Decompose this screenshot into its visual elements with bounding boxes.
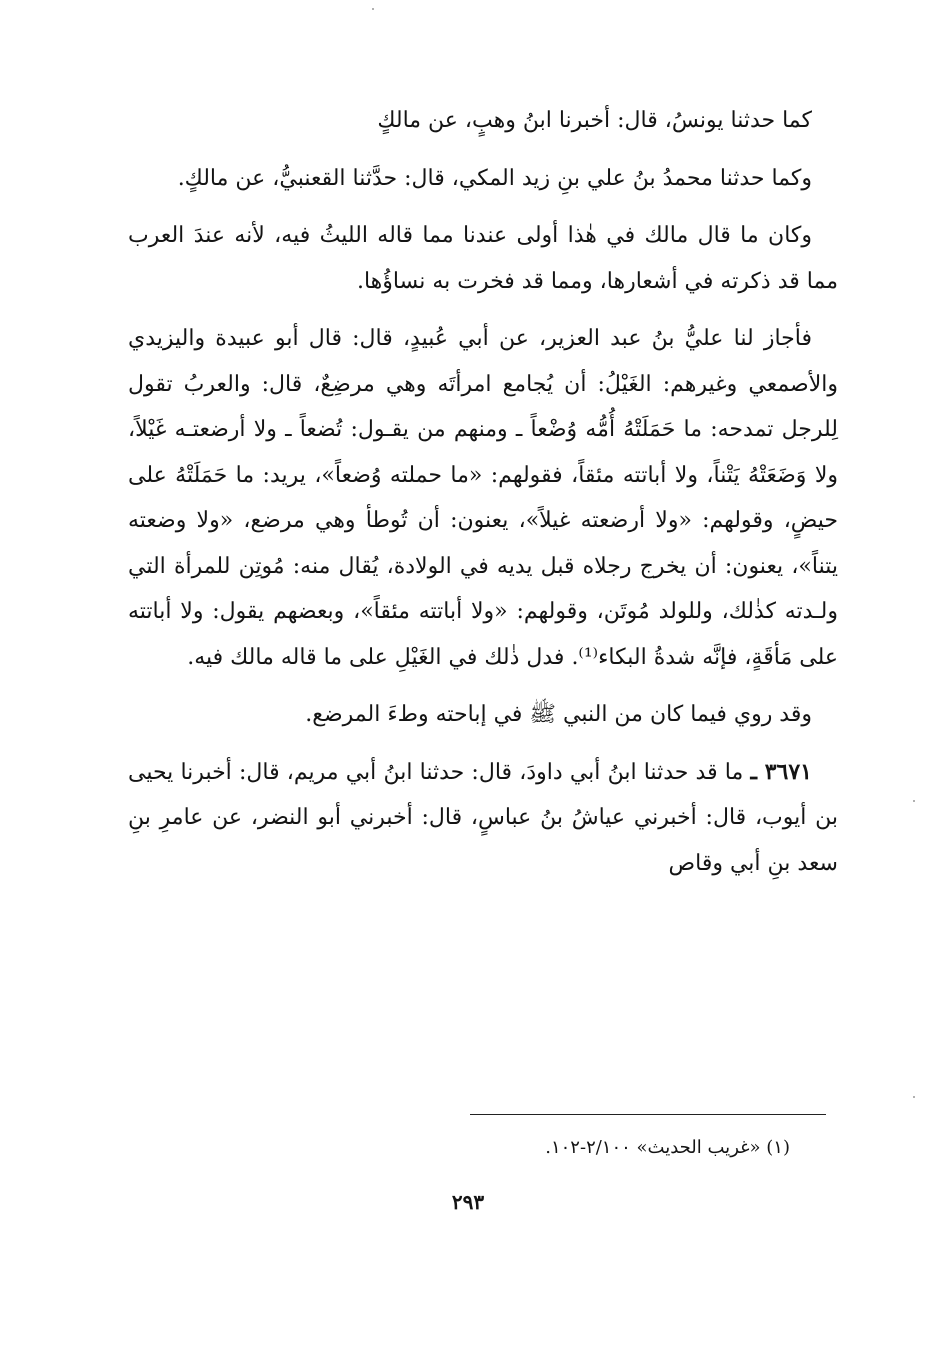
hadith-number: ٣٦٧١ ـ: [750, 758, 812, 785]
page-number: ٢٩٣: [451, 1190, 485, 1214]
footnote-divider: [470, 1114, 826, 1115]
scan-speck: [913, 800, 915, 802]
paragraph-1: كما حدثنا يونسُ، قال: أخبرنا ابنُ وهبٍ، عن مالكٍ: [377, 108, 812, 133]
paragraph-2: وكما حدثنا محمدُ بنُ علي بنِ زيد المكي، قال: حدَّثنا القعنبيُّ، عن مالكٍ.: [177, 165, 812, 191]
paragraph-4: فأجاز لنا عليُّ بنُ عبد العزير، عن أبي عُبيدٍ، قال: قال أبو عبيدة واليزيدي والأصمعي وغيرهم: الغَيْلُ: أن يُجامع امرأتَه وهي مرضِعٌ، قال: والعربُ تقول لِلرجل تمدحه: ما حَمَلَتْهُ أُمُّه وُضْعاً ـ ومنهم من يقـول: تُضعاً ـ ولا أرضعتـه غَيْلاً، ولا وَضَعَتْهُ يَتْناً، ولا أباتته مئقاً، فقولهم: «ما حملته وُضعاً»، يريد: ما حَمَلَتْهُ على حيضٍ، وقولهم: «ولا أرضعته غيلاً»، يعنون: أن تُوطأ وهي مرضع، «ولا وضعته يتناً»، يعنون: أن يخرج رجلاه قبل يديه في الولادة، يُقال منه: مُوتِن للمرأة التي ولـدته كذٰلك، وللولد مُوتَن، وقولهم: «ولا أباتته مئقاً»، وبعضهم يقول: ولا أباتته على مَأقَةٍ، فإنَّه شدةُ البكاء⁽¹⁾. فدل ذٰلك في الغَيْلِ على ما قاله مالك فيه.: [128, 326, 839, 670]
paragraph-3: وكان ما قال مالك في هٰذا أولى عندنا مما قاله الليثُ فيه، لأنه عندَ العرب مما قد ذكرته في أشعارها، ومما قد فخرت به نساؤُها.: [128, 223, 838, 294]
main-text: [128, 98, 838, 898]
hadith-paragraph: [128, 750, 838, 887]
footnote: (١) «غريب الحديث» ٢/١٠٠-١٠٢.: [545, 1137, 790, 1158]
paragraph-5: وقد روي فيما كان من النبي ﷺ في إباحته وطءَ المرضع.: [305, 702, 812, 727]
hadith-text: ما قد حدثنا ابنُ أبي داودَ، قال: حدثنا ابنُ أبي مريم، قال: أخبرنا يحيى بن أيوب، قال: أخبرني عياشُ بنُ عباسٍ، قال: أخبرني أبو النضر، عن عامرِ بنِ سعد بنِ أبي وقاص: [128, 759, 838, 876]
scan-speck: [372, 8, 374, 10]
scan-speck: [913, 1096, 915, 1098]
